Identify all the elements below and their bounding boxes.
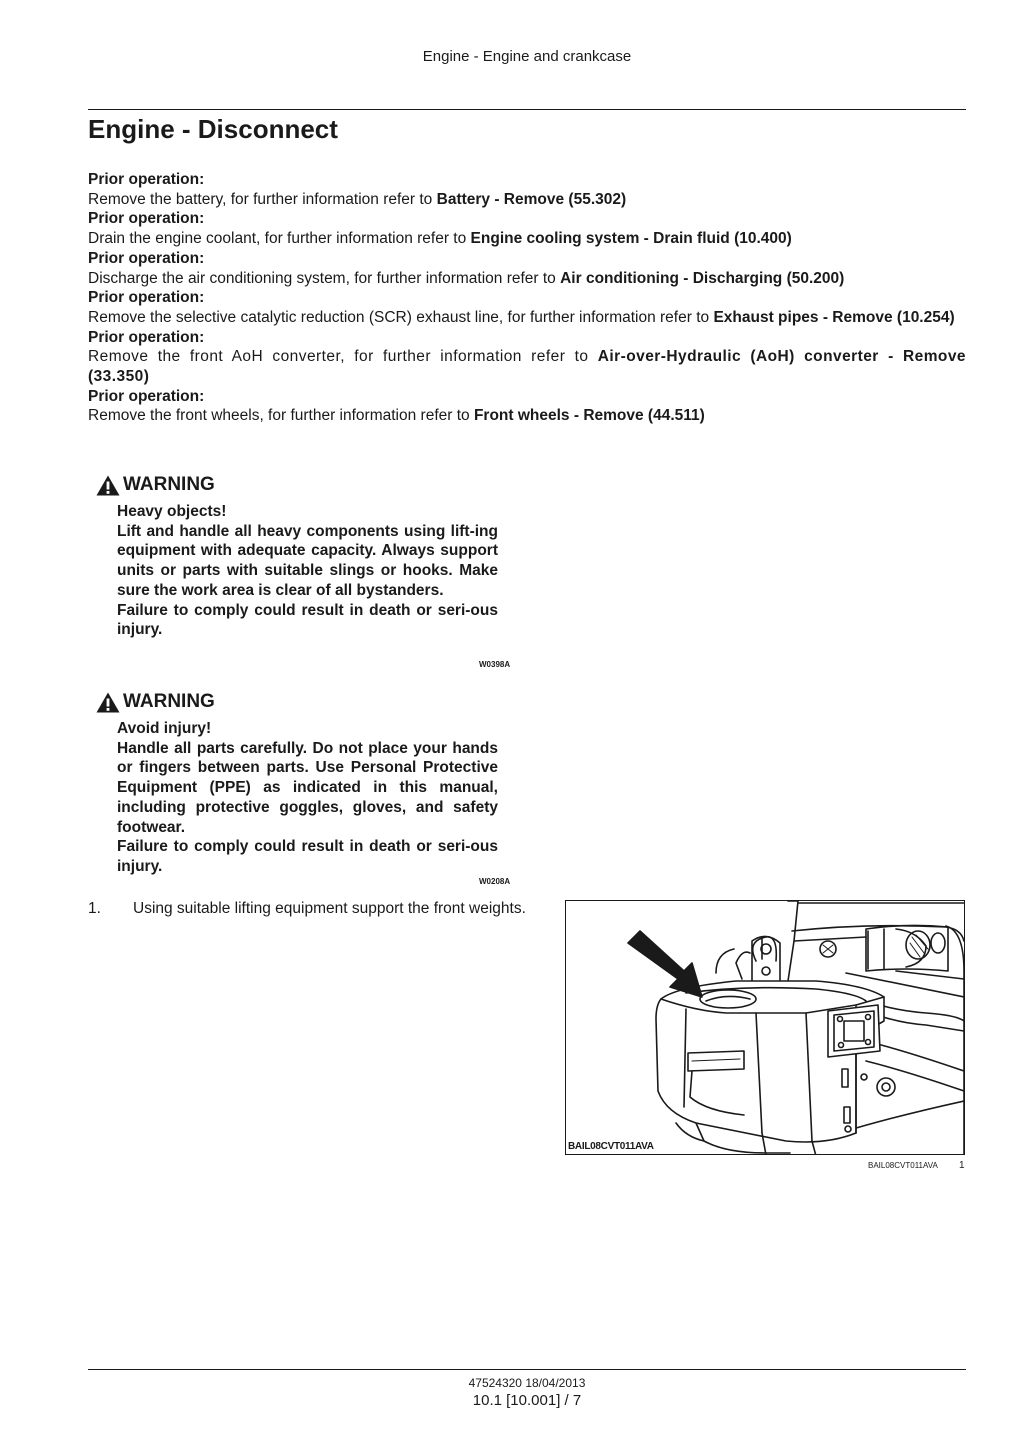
- figure-front-weights: [565, 900, 965, 1155]
- prior-operation-instruction: Remove the front wheels, for further information refer to: [88, 407, 474, 425]
- warning-line: Lift and handle all heavy components using lift-ing equipment with adequate capacity. Always support units or parts with suitable slings or hooks. Make sure the work area is clear of all bystanders.: [117, 522, 498, 599]
- prior-operation-reference: Air conditioning - Discharging (50.200): [560, 269, 845, 287]
- prior-operation-reference: Front wheels - Remove (44.511): [473, 407, 705, 425]
- prior-operation-label: Prior operation:: [88, 328, 205, 346]
- warning-line: Handle all parts carefully. Do not place your hands or fingers between parts. Use Personal Protective Equipment (PPE) as indicated in this manual, including protective goggles, gloves, and safety footwear.: [117, 739, 498, 836]
- prior-operation-text: [88, 229, 966, 249]
- procedure-step: [88, 899, 528, 919]
- prior-operation: [88, 288, 966, 327]
- prior-operation-text: [88, 190, 966, 210]
- prior-operation-text: [88, 347, 966, 386]
- prior-operation-label: Prior operation:: [88, 249, 205, 267]
- prior-operations-list: [88, 170, 966, 426]
- prior-operation-label: Prior operation:: [88, 289, 205, 307]
- page-title: Engine - Disconnect: [88, 114, 338, 144]
- prior-operation-text: [88, 406, 966, 426]
- warning-heavy-objects: [96, 474, 516, 674]
- warning-title: WARNING: [123, 691, 215, 712]
- prior-operation-instruction: Drain the engine coolant, for further information refer to: [88, 230, 471, 248]
- warning-title: WARNING: [123, 474, 215, 495]
- prior-operation-reference: Exhaust pipes - Remove (10.254): [713, 308, 955, 326]
- prior-operation-reference: Air-over-Hydraulic (AoH) converter - Remove (33.350): [88, 348, 966, 386]
- warning-line: Heavy objects!: [117, 503, 227, 520]
- warning-body: [117, 502, 498, 640]
- figure-image-code: BAIL08CVT011AVA: [568, 1141, 654, 1152]
- warning-code: W0398A: [479, 660, 511, 669]
- warning-body: [117, 719, 498, 877]
- prior-operation: [88, 209, 966, 248]
- prior-operation: [88, 170, 966, 209]
- warning-heading: [96, 691, 516, 713]
- prior-operation-instruction: Remove the selective catalytic reduction (SCR) exhaust line, for further information refer to: [88, 308, 714, 326]
- warning-line: Failure to comply could result in death or seri-ous injury.: [117, 601, 498, 639]
- prior-operation: [88, 387, 966, 426]
- prior-operation-text: [88, 308, 966, 328]
- prior-operation: [88, 328, 966, 387]
- prior-operation-label: Prior operation:: [88, 171, 205, 188]
- warning-line: Avoid injury!: [117, 720, 212, 737]
- prior-operation-label: Prior operation:: [88, 387, 205, 405]
- running-header: Engine - Engine and crankcase: [422, 48, 632, 65]
- prior-operation-instruction: Remove the battery, for further information refer to: [88, 190, 437, 208]
- footer-document-reference: 47524320 18/04/2013: [468, 1376, 586, 1390]
- prior-operation-instruction: Discharge the air conditioning system, for further information refer to: [88, 269, 561, 287]
- prior-operation-reference: Battery - Remove (55.302): [436, 190, 627, 208]
- header-rule: [88, 109, 966, 110]
- prior-operation-text: [88, 269, 966, 289]
- prior-operation: [88, 249, 966, 288]
- footer-rule: [88, 1369, 966, 1370]
- prior-operation-reference: Engine cooling system - Drain fluid (10.400): [470, 230, 792, 248]
- front-weights-illustration: [566, 901, 965, 1155]
- step-number: 1.: [88, 900, 101, 917]
- warning-heading: [96, 474, 516, 496]
- warning-triangle-icon: [96, 475, 120, 496]
- warning-line: Failure to comply could result in death or seri-ous injury.: [117, 838, 498, 875]
- prior-operation-instruction: Remove the front AoH converter, for further information refer to: [88, 348, 598, 366]
- warning-avoid-injury: [96, 691, 516, 891]
- step-text: Using suitable lifting equipment support the front weights.: [133, 900, 526, 917]
- footer-page-reference: 10.1 [10.001] / 7: [472, 1392, 582, 1409]
- warning-code: W0208A: [479, 877, 511, 886]
- warning-triangle-icon: [96, 692, 120, 713]
- figure-caption: BAIL08CVT011AVA: [868, 1161, 938, 1170]
- figure-number: 1: [959, 1160, 965, 1171]
- prior-operation-label: Prior operation:: [88, 210, 205, 228]
